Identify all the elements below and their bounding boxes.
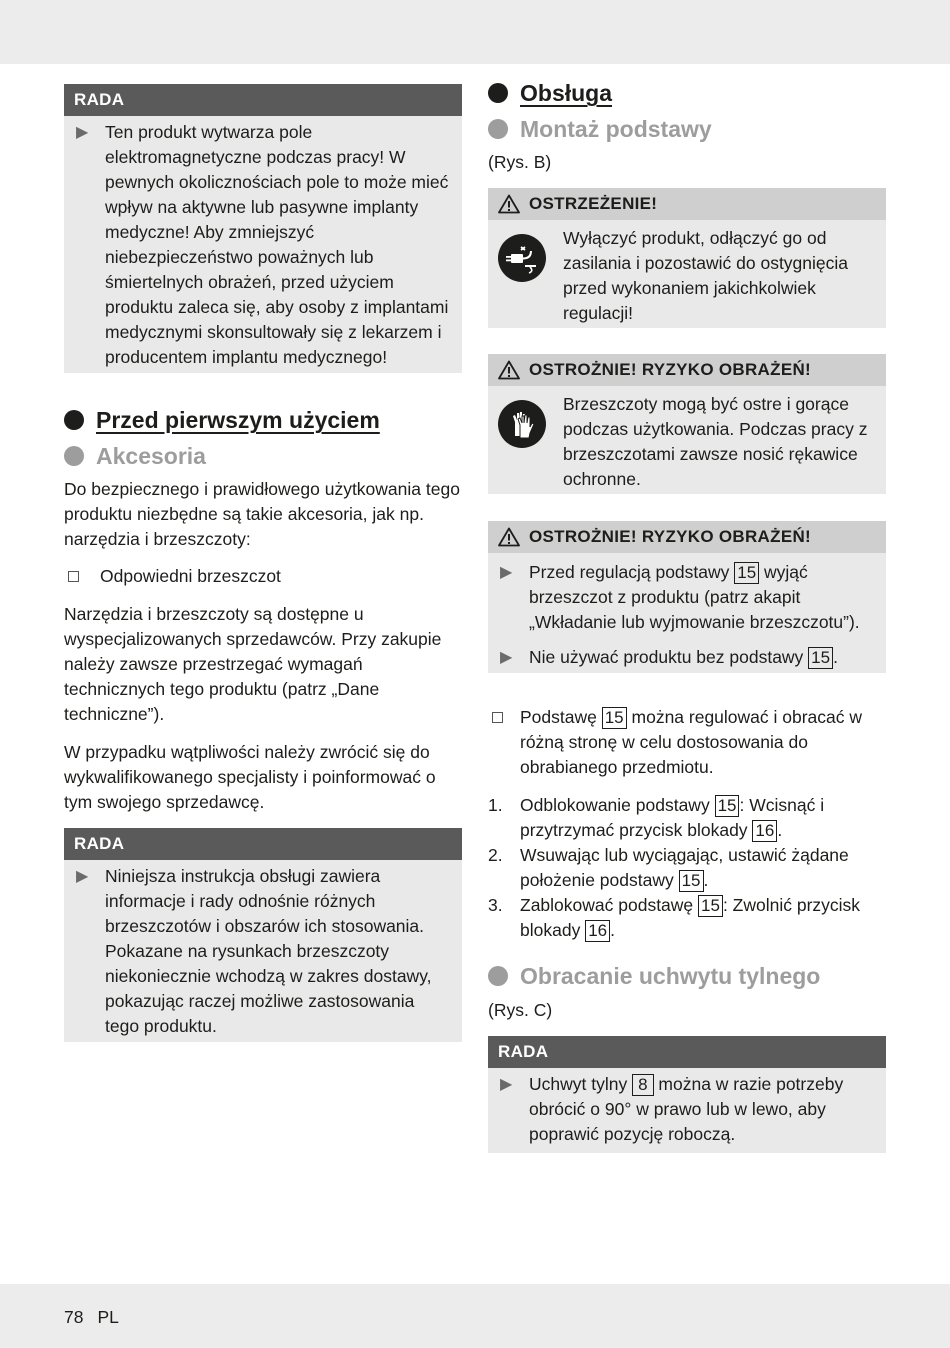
- tip-box-rear-handle: RADA ▶ Uchwyt tylny 8 można w razie potrzeby obrócić o 90° w prawo lub w lewo, aby poprawić pozycję roboczą.: [488, 1036, 886, 1153]
- bullet-arrow-icon: ▶: [76, 868, 89, 885]
- caution-list-item: ▶ Nie używać produktu bez podstawy 15 .: [498, 645, 876, 670]
- bullet-dot-icon: [488, 966, 508, 986]
- unplug-icon: [498, 234, 546, 282]
- caution-box-blade: [488, 521, 886, 673]
- warning-triangle-icon: [498, 360, 520, 380]
- bullet-dot-icon: [64, 410, 84, 430]
- bullet-arrow-icon: ▶: [500, 1076, 513, 1093]
- bullet-arrow-icon: ▶: [500, 564, 513, 581]
- part-reference: 15: [602, 707, 627, 729]
- part-reference: 15: [715, 795, 740, 817]
- subsection-heading-base-mount: Montaż podstawy: [488, 114, 712, 144]
- part-reference: 8: [632, 1074, 653, 1096]
- step-item: 2. Wsuwając lub wyciągając, ustawić żądane położenie podstawy 15 .: [488, 845, 849, 890]
- part-reference: 15: [679, 870, 704, 892]
- warning-triangle-icon: [498, 194, 520, 214]
- tip-box-header: RADA: [64, 84, 462, 116]
- bullet-dot-icon: [488, 83, 508, 103]
- warning-box-header: OSTRZEŻENIE!: [488, 188, 886, 220]
- tip-box-manual: [64, 828, 462, 1042]
- bullet-dot-icon: [488, 119, 508, 139]
- language-code: PL: [97, 1307, 119, 1327]
- step-item: 3. Zablokować podstawę 15 : Zwolnić przycisk blokady 16 .: [488, 895, 861, 940]
- section-heading-operation: Obsługa: [488, 78, 612, 108]
- part-reference: 15: [698, 895, 723, 917]
- caution-text: Brzeszczoty mogą być ostre i gorące podczas użytkowania. Podczas pracy z brzeszczotami zawsze nosić rękawice ochronne.: [563, 394, 868, 489]
- bullet-dot-icon: [64, 446, 84, 466]
- footer-band: [0, 1284, 950, 1348]
- caution-box-header: OSTROŻNIE! RYZYKO OBRAŻEŃ!: [488, 521, 886, 553]
- part-reference: 15: [808, 647, 833, 669]
- subsection-heading-accessories: Akcesoria: [64, 441, 206, 471]
- warning-triangle-icon: [498, 527, 520, 547]
- checkbox-square-icon: [492, 712, 503, 723]
- bullet-arrow-icon: ▶: [500, 649, 513, 666]
- part-reference: 16: [585, 920, 610, 942]
- part-reference: 16: [752, 820, 777, 842]
- caution-box-header: OSTROŻNIE! RYZYKO OBRAŻEŃ!: [488, 354, 886, 386]
- checklist-item: Podstawę 15 można regulować i obracać w różną stronę w celu dostosowania do obrabianego przedmiotu.: [488, 705, 886, 780]
- section-heading-first-use: Przed pierwszym użyciem: [64, 405, 380, 435]
- subsection-heading-rear-handle: Obracanie uchwytu tylnego: [488, 961, 820, 991]
- caution-list-item: ▶ Przed regulacją podstawy 15 wyjąć brzeszczot z produktu (patrz akapit „Wkładanie lub wyjmowanie brzeszczotu”).: [498, 560, 876, 635]
- tip-box-header: RADA: [488, 1036, 886, 1068]
- figure-reference: (Rys. B): [488, 152, 552, 172]
- caution-box-gloves: [488, 354, 886, 494]
- figure-reference: (Rys. C): [488, 1000, 553, 1020]
- warning-text: Wyłączyć produkt, odłączyć go od zasilania i pozostawić do ostygnięcia przed wykonaniem jakichkolwiek regulacji!: [563, 228, 849, 323]
- page-number: 78: [64, 1307, 84, 1327]
- header-band: [0, 0, 950, 64]
- bullet-arrow-icon: ▶: [76, 124, 89, 141]
- tip-text: Ten produkt wytwarza pole elektromagnetyczne podczas pracy! W pewnych okolicznościach pole to może mieć wpływ na aktywne lub pasywne implanty medyczne! Aby zmniejszyć niebezpieczeństwo poważnych lub śmiertelnych obrażeń, przed użyciem produktu zaleca się, aby osoby z implantami medycznymi skonsultowały się z lekarzem i producentem implantu medycznego!: [105, 122, 449, 367]
- gloves-icon: [498, 400, 546, 448]
- tip-box-header: RADA: [64, 828, 462, 860]
- checkbox-square-icon: [68, 571, 79, 582]
- paragraph-doubts: W przypadku wątpliwości należy zwrócić się do wykwalifikowanego specjalisty i poinformować o tym swojego sprzedawcę.: [64, 742, 436, 812]
- warning-box: [488, 188, 886, 328]
- part-reference: 15: [734, 562, 759, 584]
- page-footer: [64, 1305, 119, 1330]
- tip-box-emf: [64, 84, 462, 373]
- step-item: 1. Odblokowanie podstawy 15 : Wcisnąć i przytrzymać przycisk blokady 16 .: [488, 795, 825, 840]
- paragraph-accessories-intro: Do bezpiecznego i prawidłowego użytkowania tego produktu niezbędne są takie akcesoria, jak np. narzędzia i brzeszczoty:: [64, 479, 460, 549]
- checklist-item: Odpowiedni brzeszczot: [64, 564, 462, 589]
- paragraph-availability: Narzędzia i brzeszczoty są dostępne u wyspecjalizowanych sprzedawców. Przy zakupie należy zawsze przestrzegać wymagań technicznych tego produktu (patrz „Dane techniczne”).: [64, 604, 442, 724]
- tip-text: Niniejsza instrukcja obsługi zawiera informacje i rady odnośnie różnych brzeszczotów i obszarów ich stosowania. Pokazane na rysunkach brzeszczoty niekoniecznie wchodzą w zakres dostawy, pokazując raczej możliwe zastosowania tego produktu.: [105, 866, 432, 1036]
